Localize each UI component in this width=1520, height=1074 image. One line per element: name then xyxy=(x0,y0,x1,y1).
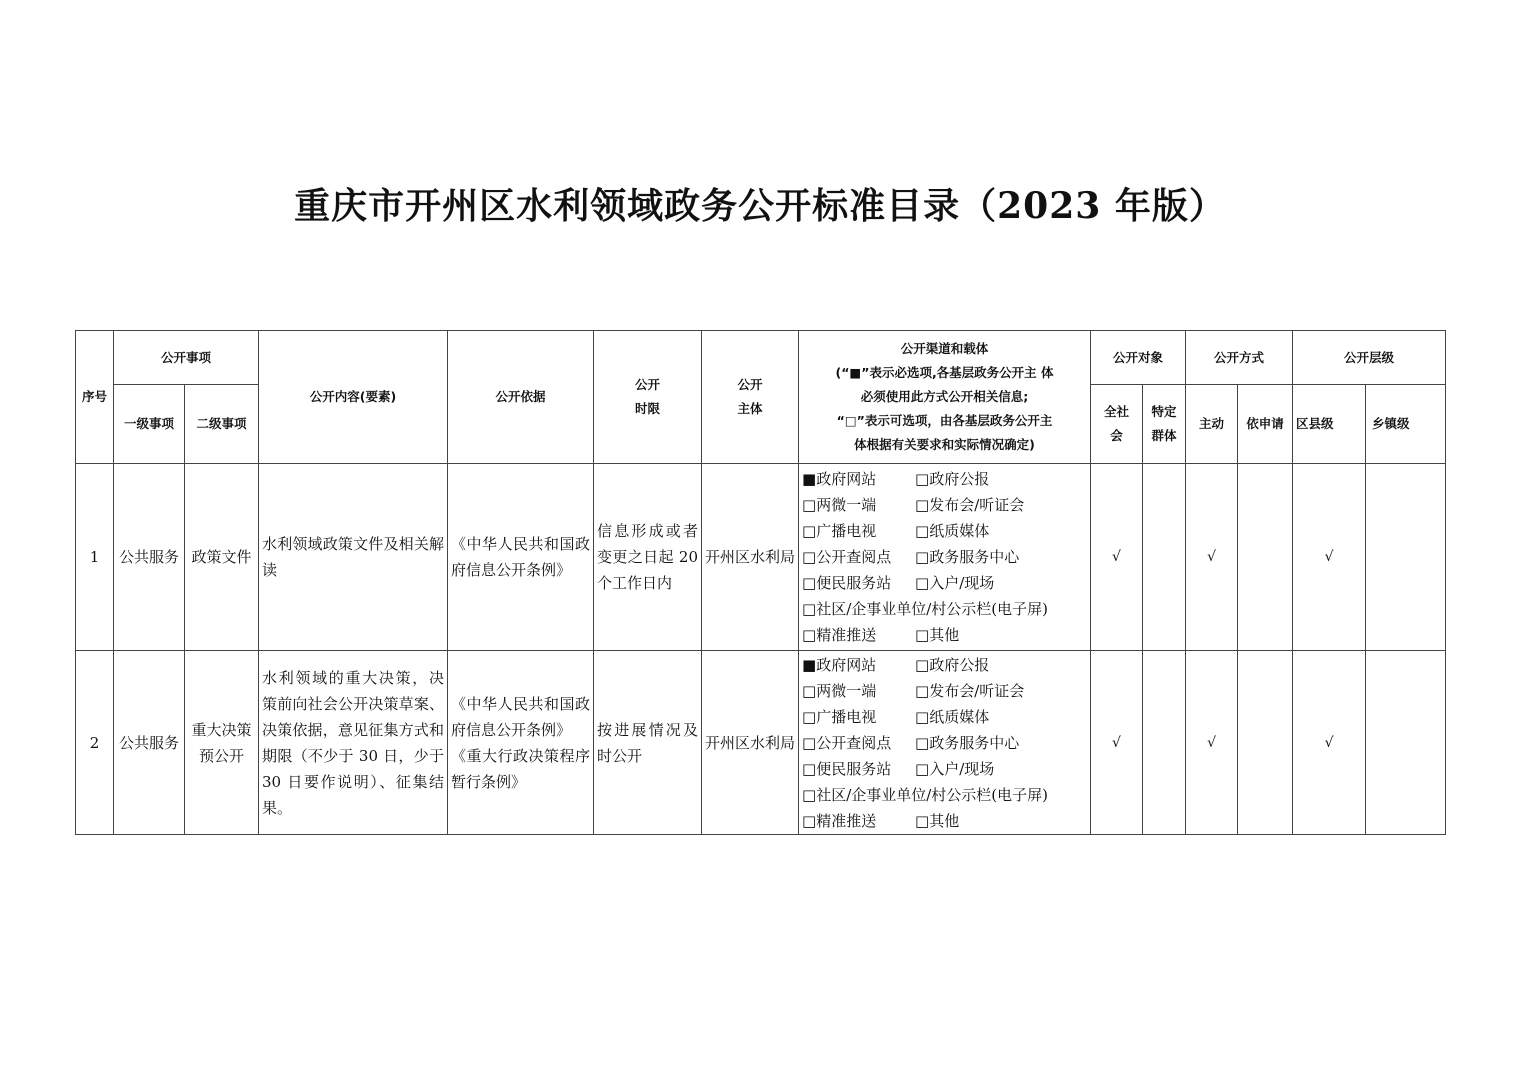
row-level2: 政策文件 xyxy=(185,464,259,651)
row-seq: 2 xyxy=(76,651,114,835)
channel-line: □两微一端 □发布会/听证会 xyxy=(802,496,1025,514)
row-level-town xyxy=(1366,464,1446,651)
channel-line: □社区/企事业单位/村公示栏(电子屏) xyxy=(802,785,1049,804)
header-level-town: 乡镇级 xyxy=(1366,385,1446,464)
header-level2: 二级事项 xyxy=(185,385,259,464)
row-level1: 公共服务 xyxy=(114,464,185,651)
header-content: 公开内容(要素) xyxy=(259,331,448,464)
header-subject: 公开 主体 xyxy=(702,331,799,464)
header-seq: 序号 xyxy=(76,331,114,464)
channel-line: □公开查阅点 □政务服务中心 xyxy=(802,733,1020,752)
header-method-active: 主动 xyxy=(1186,385,1238,464)
row-basis: 《中华人民共和国政府信息公开条例》 xyxy=(448,464,594,651)
header-level-group: 公开层级 xyxy=(1293,331,1446,385)
row-method-request xyxy=(1238,464,1293,651)
row-level1: 公共服务 xyxy=(114,651,185,835)
channel-line: ■政府网站 □政府公报 xyxy=(802,655,990,674)
channel-line: □广播电视 □纸质媒体 xyxy=(802,707,990,726)
row-subject: 开州区水利局 xyxy=(702,651,799,835)
row-subject: 开州区水利局 xyxy=(702,464,799,651)
header-method-group: 公开方式 xyxy=(1186,331,1293,385)
row-timelimit: 按进展情况及时公开 xyxy=(594,651,702,835)
row-audience-all: √ xyxy=(1091,651,1143,835)
row-channels xyxy=(799,464,1091,651)
channel-line: □两微一端 □发布会/听证会 xyxy=(802,681,1025,700)
channel-line: □精准推送 □其他 xyxy=(802,811,960,830)
row-timelimit: 信息形成或者变更之日起 20 个工作日内 xyxy=(594,464,702,651)
row-channels xyxy=(799,651,1091,835)
table-row xyxy=(76,651,1446,835)
row-seq: 1 xyxy=(76,464,114,651)
row-method-active: √ xyxy=(1186,651,1238,835)
header-audience-all: 全社 会 xyxy=(1091,385,1143,464)
row-level-county: √ xyxy=(1293,464,1366,651)
row-audience-specific xyxy=(1143,651,1186,835)
row-basis: 《中华人民共和国政府信息公开条例》 《重大行政决策程序暂行条例》 xyxy=(448,651,594,835)
header-audience-group: 公开对象 xyxy=(1091,331,1186,385)
header-method-request: 依申请 xyxy=(1238,385,1293,464)
row-method-request xyxy=(1238,651,1293,835)
row-method-active: √ xyxy=(1186,464,1238,651)
header-level-county: 区县级 xyxy=(1293,385,1366,464)
channel-line: ■政府网站 □政府公报 xyxy=(802,470,990,488)
header-audience-specific: 特定 群体 xyxy=(1143,385,1186,464)
channel-line: □公开查阅点 □政务服务中心 xyxy=(802,548,1020,566)
channel-line: □广播电视 □纸质媒体 xyxy=(802,522,990,540)
row-audience-all: √ xyxy=(1091,464,1143,651)
header-items-group: 公开事项 xyxy=(114,331,259,385)
header-channels: 公开渠道和载体 (“■”表示必选项,各基层政务公开主 体 必须使用此方式公开相关信息; “□”表示可选项，由各基层政务公开主 体根据有关要求和实际情况确定) xyxy=(799,331,1091,464)
row-level-county: √ xyxy=(1293,651,1366,835)
row-audience-specific xyxy=(1143,464,1186,651)
row-level-town xyxy=(1366,651,1446,835)
row-content: 水利领域政策文件及相关解读 xyxy=(259,464,448,651)
catalog-table xyxy=(75,330,1446,835)
row-level2: 重大决策预公开 xyxy=(185,651,259,835)
document-title: 重庆市开州区水利领域政务公开标准目录（2023 年版） xyxy=(294,185,1226,227)
header-timelimit: 公开 时限 xyxy=(594,331,702,464)
row-content: 水利领域的重大决策，决 策前向社会公开决策草案、决策依据，意见征集方式和期限（不少于 30 日，少于 30 日要作说明）、征集结果。 xyxy=(259,651,448,835)
header-basis: 公开依据 xyxy=(448,331,594,464)
channel-line: □便民服务站 □入户/现场 xyxy=(802,759,995,778)
header-level1: 一级事项 xyxy=(114,385,185,464)
channel-line: □精准推送 □其他 xyxy=(802,626,960,644)
channel-line: □社区/企事业单位/村公示栏(电子屏) xyxy=(802,600,1049,618)
table-row xyxy=(76,464,1446,651)
channel-line: □便民服务站 □入户/现场 xyxy=(802,574,995,592)
